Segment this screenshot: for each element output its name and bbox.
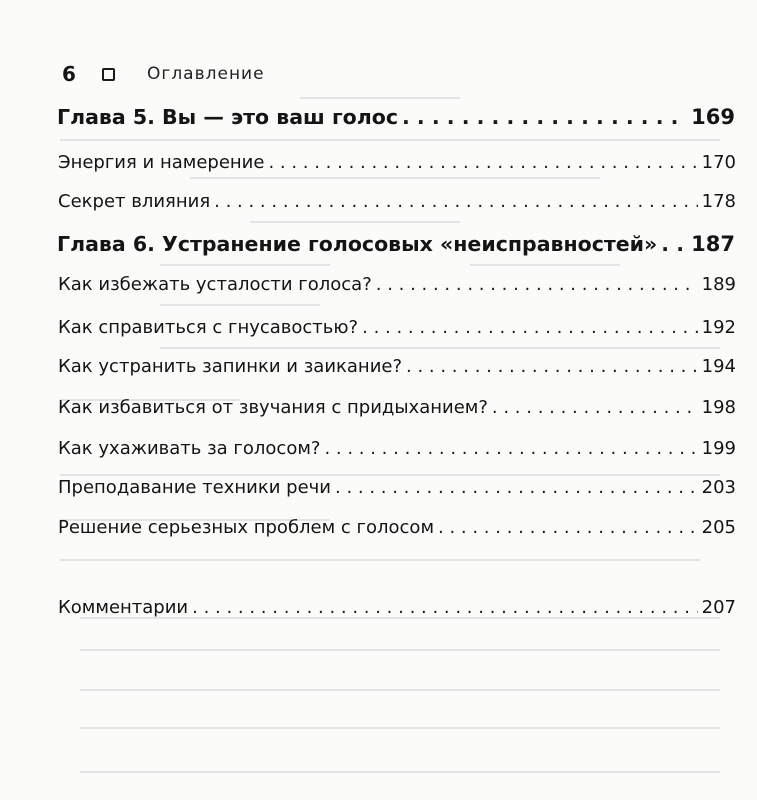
toc-entry-page: 199 <box>701 438 736 459</box>
toc-entry[interactable] <box>57 597 736 618</box>
dot-leader <box>324 438 697 459</box>
square-bullet-icon <box>102 68 115 81</box>
toc-entry[interactable] <box>57 517 736 538</box>
toc-entry-title: Решение серьезных проблем с голосом <box>58 517 435 538</box>
toc-chapter-5[interactable] <box>57 105 735 129</box>
toc-entry-title: Как справиться с гнусавостью? <box>58 317 359 338</box>
dot-leader <box>214 191 697 212</box>
dot-leader <box>376 274 698 295</box>
toc-entry-title: Как ухаживать за голосом? <box>58 438 321 459</box>
toc-entry-title: Глава 6. Устранение голосовых «неисправностей» <box>57 232 658 256</box>
toc-chapter-6[interactable] <box>57 232 735 256</box>
toc-entry[interactable] <box>57 438 736 459</box>
toc-entry[interactable] <box>57 191 736 212</box>
dot-leader <box>362 317 698 338</box>
toc-entry-page: 192 <box>701 317 736 338</box>
toc-entry-title: Как избавиться от звучания с придыханием? <box>58 397 488 418</box>
toc-entry-page: 178 <box>701 191 736 212</box>
toc-entry[interactable] <box>57 356 736 377</box>
page-header <box>62 60 265 88</box>
toc-entry-title: Преподавание техники речи <box>58 477 331 498</box>
toc-entry[interactable] <box>57 317 736 338</box>
dot-leader <box>492 397 698 418</box>
dot-leader <box>192 597 698 618</box>
toc-entry-page: 203 <box>701 477 736 498</box>
toc-entry-title: Секрет влияния <box>58 191 211 212</box>
running-title: Оглавление <box>147 64 265 84</box>
toc-entry-page: 207 <box>701 597 736 618</box>
toc-entry[interactable] <box>57 152 736 173</box>
page-number: 6 <box>62 62 76 86</box>
dot-leader <box>438 517 698 538</box>
toc-entry-title: Как устранить запинки и заикание? <box>58 356 403 377</box>
toc-entry-page: 170 <box>701 152 736 173</box>
toc-entry-page: 205 <box>701 517 736 538</box>
toc-entry[interactable] <box>57 477 736 498</box>
dot-leader <box>335 477 698 498</box>
dot-leader <box>402 105 687 129</box>
toc-entry-title: Комментарии <box>58 597 189 618</box>
toc-entry-page: 169 <box>691 105 735 129</box>
toc-entry[interactable] <box>57 397 736 418</box>
toc-entry-page: 198 <box>701 397 736 418</box>
toc-entry-page: 187 <box>691 232 735 256</box>
dot-leader <box>661 232 687 256</box>
toc-entry[interactable] <box>57 274 736 295</box>
toc-entry-page: 189 <box>701 274 736 295</box>
toc-entry-title: Энергия и намерение <box>58 152 265 173</box>
toc-entry-title: Глава 5. Вы — это ваш голос <box>57 105 398 129</box>
dot-leader <box>406 356 698 377</box>
dot-leader <box>268 152 697 173</box>
toc-entry-title: Как избежать усталости голоса? <box>58 274 372 295</box>
toc-entry-page: 194 <box>701 356 736 377</box>
